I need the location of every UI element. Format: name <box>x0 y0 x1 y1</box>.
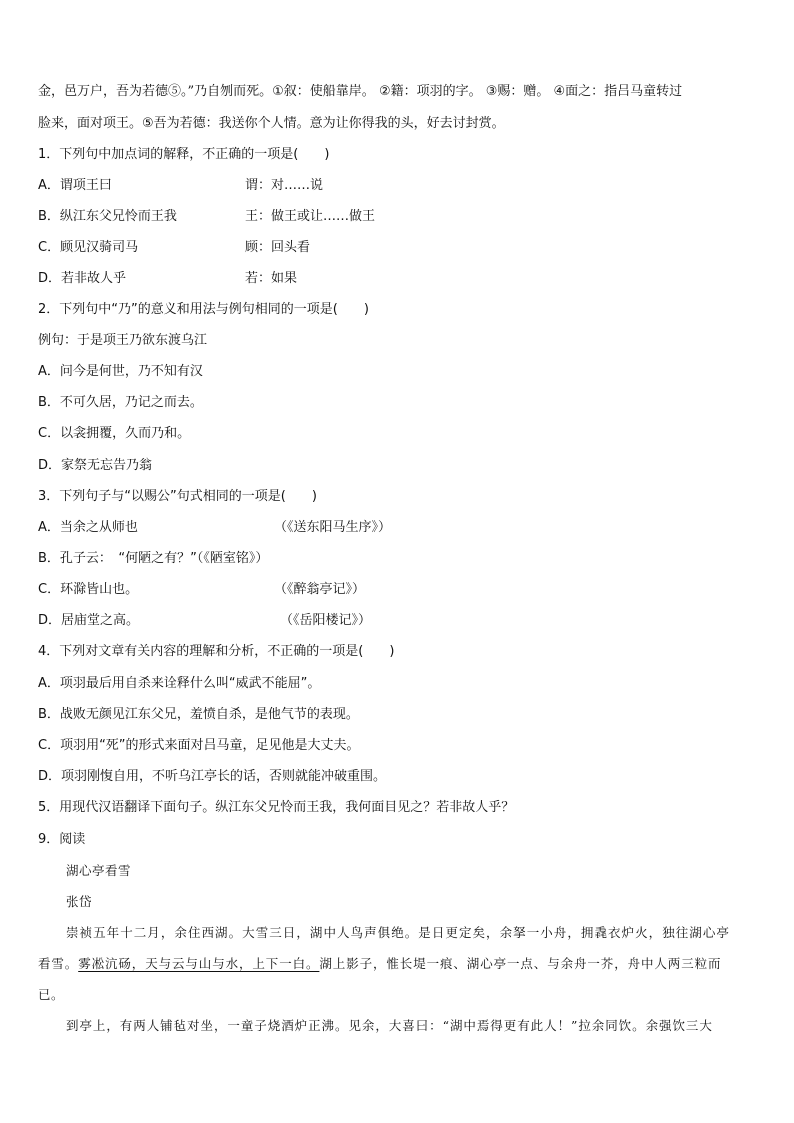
q3-option-c: C．环滁皆山也。 <box>38 582 139 597</box>
q4-option-b: B．战败无颜见江东父兄，羞愤自杀，是他气节的表现。 <box>38 707 359 722</box>
intro-line-1 <box>38 84 682 100</box>
q1-option-a: A．谓项王曰 <box>38 178 112 193</box>
q5-stem: 5．用现代汉语翻译下面句子。纵江东父兄怜而王我，我何面目见之？若非故人乎？ <box>38 800 515 815</box>
reading-paragraph-1-line-1: 崇祯五年十二月，余住西湖。大雪三日，湖中人鸟声俱绝。是日更定矣，余拏一小舟，拥毳衣炉火，独往湖心亭 <box>66 925 730 940</box>
q1-option-d-gloss: 若：如果 <box>245 271 298 286</box>
q2-example: 例句：于是项王乃欲东渡乌江 <box>38 333 208 348</box>
q1-option-b-gloss: 王：做王或让……做王 <box>245 209 376 224</box>
q2-option-a: A．问今是何世，乃不知有汉 <box>38 364 203 379</box>
q4-stem: 4．下列对文章有关内容的理解和分析，不正确的一项是( ) <box>38 644 395 659</box>
q4-option-a: A．项羽最后用自杀来诠释什么叫“威武不能屈”。 <box>38 676 321 691</box>
q2-option-c: C．以衾拥覆，久而乃和。 <box>38 426 191 441</box>
q4-option-d: D．项羽刚愎自用，不听乌江亭长的话，否则就能冲破重围。 <box>38 769 387 784</box>
q1-option-c-gloss: 顾：回头看 <box>245 240 311 255</box>
q1-option-d: D．若非故人乎 <box>38 271 127 286</box>
q3-option-c-source: （《醉翁亭记》） <box>274 582 366 597</box>
intro-annotations: ①叙：使船靠岸。 ②籍：项羽的字。 ③赐：赠。 ④面之：指吕马童转过 <box>272 84 683 99</box>
q2-option-b: B．不可久居，乃记之而去。 <box>38 395 203 410</box>
q3-option-b: B．孔子云： “何陋之有？”（《陋室铭》） <box>38 551 269 566</box>
reading-p1-l2-start: 看雪。 <box>38 956 79 971</box>
reading-paragraph-2-line-1: 到亭上，有两人铺毡对坐，一童子烧酒炉正沸。见余，大喜曰：“湖中焉得更有此人！”拉余同饮。余强饮三大 <box>66 1018 713 1033</box>
q1-option-b: B．纵江东父兄怜而王我 <box>38 209 177 224</box>
q1-option-c: C．顾见汉骑司马 <box>38 240 139 255</box>
q1-stem: 1．下列句中加点词的解释，不正确的一项是( ) <box>38 147 330 162</box>
reading-paragraph-1-line-2 <box>38 956 721 972</box>
reading-paragraph-1-line-3: 已。 <box>38 987 65 1002</box>
reading-p1-l2-end: 湖上影子，惟长堤一痕、湖心亭一点、与余舟一芥，舟中人两三粒而 <box>319 956 722 971</box>
reading-heading: 9．阅读 <box>38 832 86 847</box>
reading-title: 湖心亭看雪 <box>66 863 132 878</box>
q3-option-a-source: （《送东阳马生序》） <box>274 520 392 535</box>
intro-line-2: 脸来，面对项王。⑤吾为若德：我送你个人情。意为让你得我的头，好去讨封赏。 <box>38 116 505 131</box>
q3-option-d: D．居庙堂之高。 <box>38 613 140 628</box>
q3-option-d-source: （《岳阳楼记》） <box>280 613 372 628</box>
q2-stem: 2．下列句中“乃”的意义和用法与例句相同的一项是( ) <box>38 302 369 317</box>
q4-option-c: C．项羽用“死”的形式来面对吕马童，足见他是大丈夫。 <box>38 738 360 753</box>
q1-option-a-gloss: 谓：对……说 <box>245 178 324 193</box>
reading-author: 张岱 <box>66 894 93 909</box>
q3-stem: 3．下列句子与“以赐公”句式相同的一项是( ) <box>38 489 317 504</box>
intro-text-end: 金，邑万户，吾为若德⑤。”乃自刎而死。 <box>38 84 273 99</box>
reading-underlined-sentence: 雾凇沆砀，天与云与山与水，上下一白。 <box>78 956 320 971</box>
q3-option-a: A．当余之从师也 <box>38 520 138 535</box>
q2-option-d: D．家祭无忘告乃翁 <box>38 458 153 473</box>
